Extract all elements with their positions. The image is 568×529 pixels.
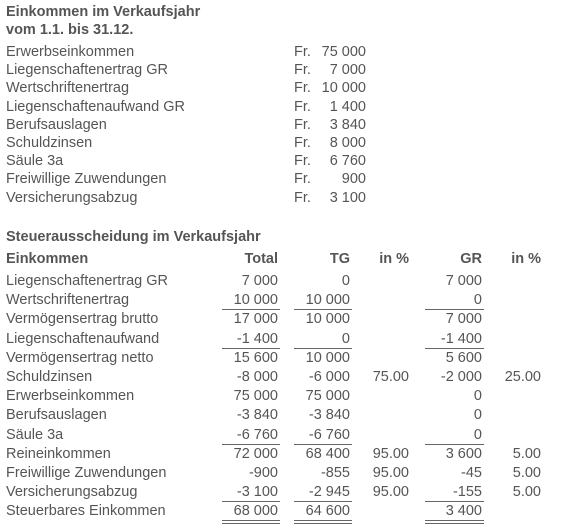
- alloc-row-cell: 95.00: [372, 445, 409, 462]
- subtotal-rule: [222, 309, 280, 310]
- alloc-row-label: Liegenschaftenertrag GR: [6, 273, 169, 289]
- alloc-row-cell: 64 600: [305, 503, 350, 520]
- alloc-row-label: Berufsauslagen: [6, 407, 107, 424]
- alloc-row-cell: 75 000: [233, 388, 278, 405]
- income-item-currency: Fr.: [294, 171, 311, 188]
- income-item-currency: Fr.: [294, 135, 311, 151]
- income-item-currency: Fr.: [294, 44, 311, 60]
- alloc-row-cell: -155: [452, 484, 482, 501]
- alloc-row-cell: -1 400: [440, 330, 482, 347]
- alloc-row-label: Vermögensertrag netto: [6, 349, 154, 366]
- alloc-row-cell: 10 000: [305, 349, 350, 366]
- alloc-row-cell: 7 000: [445, 311, 482, 328]
- alloc-row-label: Vermögensertrag brutto: [6, 311, 159, 328]
- income-item-currency: Fr.: [294, 62, 311, 79]
- alloc-row-cell: -6 000: [308, 369, 350, 385]
- alloc-row-cell: 5.00: [512, 484, 541, 501]
- alloc-row-cell: -6 760: [308, 426, 350, 443]
- income-item-amount: 3 100: [329, 189, 366, 206]
- income-item-amount: 1 400: [329, 98, 366, 115]
- alloc-row-cell: -3 100: [236, 484, 278, 501]
- income-item-label: Säule 3a: [6, 153, 64, 170]
- alloc-title: Steuerausscheidung im Verkaufsjahr: [6, 229, 261, 245]
- income-item-amount: 3 840: [329, 116, 366, 133]
- alloc-row-label: Erwerbseinkommen: [6, 388, 135, 405]
- income-item-currency: Fr.: [294, 153, 311, 170]
- alloc-row-cell: 5 600: [445, 349, 482, 366]
- alloc-row-cell: 0: [473, 388, 482, 405]
- subtotal-rule: [294, 348, 352, 349]
- alloc-row-cell: 0: [473, 292, 482, 309]
- alloc-row-cell: 0: [341, 330, 350, 347]
- alloc-row-cell: 10 000: [233, 292, 278, 309]
- alloc-row-cell: 15 600: [233, 349, 278, 366]
- income-item-label: Schuldzinsen: [6, 135, 93, 151]
- alloc-row-cell: 68 400: [305, 445, 350, 462]
- alloc-row-cell: -1 400: [236, 330, 278, 347]
- alloc-row-cell: -3 840: [308, 407, 350, 424]
- alloc-header-einkommen: Einkommen: [6, 251, 89, 267]
- alloc-row-cell: -3 840: [236, 407, 278, 424]
- subtotal-rule: [425, 309, 484, 310]
- alloc-row-cell: 0: [473, 426, 482, 443]
- income-item-label: Wertschriftenertrag: [6, 80, 130, 97]
- alloc-row-label: Schuldzinsen: [6, 369, 93, 385]
- alloc-row-cell: 3 400: [445, 503, 482, 520]
- income-item-amount: 8 000: [329, 135, 366, 151]
- income-item-label: Versicherungsabzug: [6, 189, 138, 206]
- subtotal-rule: [222, 444, 280, 445]
- alloc-row-cell: 7 000: [445, 273, 482, 289]
- subtotal-rule: [425, 444, 484, 445]
- alloc-header-col: GR: [460, 251, 482, 267]
- income-title-line2: vom 1.1. bis 31.12.: [6, 22, 134, 38]
- subtotal-rule: [294, 309, 352, 310]
- alloc-row-cell: -2 000: [440, 369, 482, 385]
- subtotal-rule: [222, 348, 280, 349]
- alloc-row-cell: -6 760: [236, 426, 278, 443]
- alloc-row-cell: 7 000: [241, 273, 278, 289]
- alloc-row-cell: 25.00: [504, 369, 541, 385]
- income-item-label: Liegenschaftenertrag GR: [6, 62, 169, 79]
- income-item-amount: 75 000: [321, 44, 366, 60]
- subtotal-rule: [294, 523, 352, 524]
- subtotal-rule: [222, 520, 280, 521]
- income-item-label: Berufsauslagen: [6, 116, 107, 133]
- alloc-row-cell: 75 000: [305, 388, 350, 405]
- alloc-row-cell: 0: [473, 407, 482, 424]
- alloc-row-cell: -2 945: [308, 484, 350, 501]
- income-item-label: Freiwillige Zuwendungen: [6, 171, 167, 188]
- income-item-currency: Fr.: [294, 189, 311, 206]
- subtotal-rule: [222, 523, 280, 524]
- alloc-row-cell: -45: [461, 465, 482, 481]
- alloc-row-cell: -900: [248, 465, 278, 481]
- income-title-line1: Einkommen im Verkaufsjahr: [6, 4, 201, 20]
- subtotal-rule: [425, 520, 484, 521]
- alloc-row-cell: -8 000: [236, 369, 278, 385]
- alloc-row-cell: -855: [320, 465, 350, 481]
- income-item-amount: 10 000: [321, 80, 366, 97]
- alloc-row-cell: 95.00: [372, 484, 409, 501]
- income-item-label: Liegenschaftenaufwand GR: [6, 98, 185, 115]
- subtotal-rule: [294, 501, 352, 502]
- subtotal-rule: [425, 501, 484, 502]
- alloc-row-cell: 72 000: [233, 445, 278, 462]
- alloc-header-col: in %: [379, 251, 409, 267]
- alloc-row-cell: 10 000: [305, 311, 350, 328]
- alloc-row-cell: 17 000: [233, 311, 278, 328]
- subtotal-rule: [425, 523, 484, 524]
- alloc-row-cell: 3 600: [445, 445, 482, 462]
- alloc-row-label: Freiwillige Zuwendungen: [6, 465, 167, 481]
- alloc-header-col: Total: [244, 251, 278, 267]
- income-item-currency: Fr.: [294, 80, 311, 97]
- alloc-row-label: Säule 3a: [6, 426, 64, 443]
- alloc-row-cell: 75.00: [372, 369, 409, 385]
- alloc-header-col: in %: [511, 251, 541, 267]
- alloc-row-cell: 5.00: [512, 465, 541, 481]
- alloc-row-cell: 0: [341, 273, 350, 289]
- alloc-row-label: Versicherungsabzug: [6, 484, 138, 501]
- subtotal-rule: [294, 520, 352, 521]
- alloc-row-label: Reineinkommen: [6, 445, 111, 462]
- income-item-amount: 6 760: [329, 153, 366, 170]
- alloc-row-cell: 68 000: [233, 503, 278, 520]
- alloc-row-label: Liegenschaftenaufwand: [6, 330, 160, 347]
- subtotal-rule: [294, 444, 352, 445]
- subtotal-rule: [425, 348, 484, 349]
- subtotal-rule: [222, 501, 280, 502]
- income-item-currency: Fr.: [294, 116, 311, 133]
- income-item-currency: Fr.: [294, 98, 311, 115]
- income-item-amount: 7 000: [329, 62, 366, 79]
- income-item-label: Erwerbseinkommen: [6, 44, 135, 60]
- alloc-row-cell: 95.00: [372, 465, 409, 481]
- alloc-row-label: Wertschriftenertrag: [6, 292, 130, 309]
- alloc-row-label: Steuerbares Einkommen: [6, 503, 166, 520]
- alloc-header-col: TG: [329, 251, 350, 267]
- alloc-row-cell: 5.00: [512, 445, 541, 462]
- alloc-row-cell: 10 000: [305, 292, 350, 309]
- income-item-amount: 900: [341, 171, 366, 188]
